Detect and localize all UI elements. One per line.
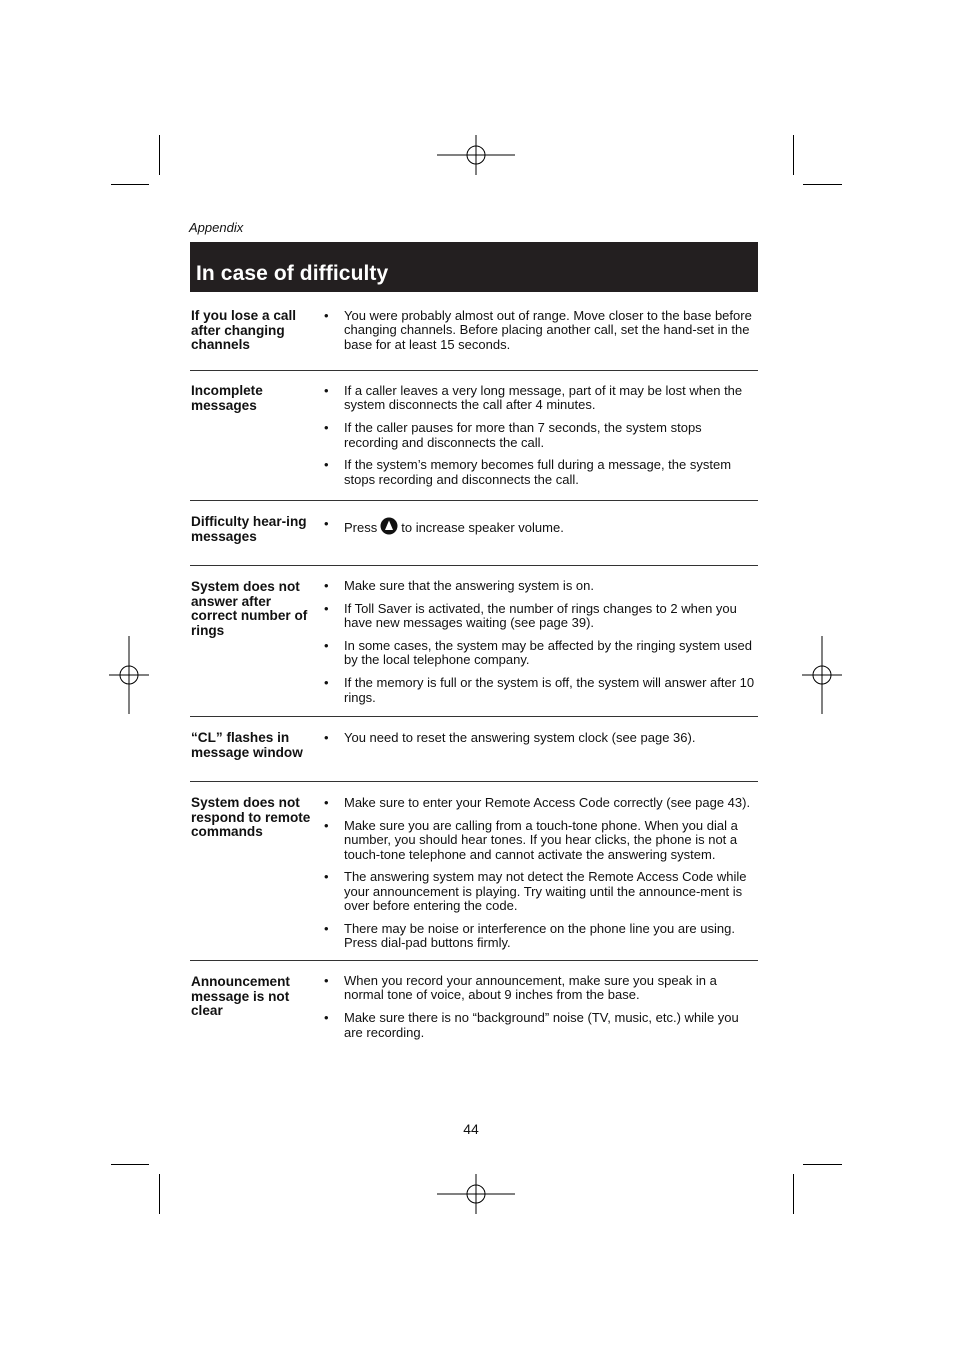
table-row <box>190 717 758 782</box>
crop-mark <box>803 184 842 185</box>
table-row <box>190 961 758 1061</box>
registration-mark-icon <box>437 135 517 177</box>
table-row <box>190 782 758 961</box>
list-item: • Make sure to enter your Remote Access Code correctly (see page 43). <box>324 796 758 810</box>
page-number: 44 <box>463 1121 479 1137</box>
registration-mark-icon <box>802 636 844 716</box>
title-bar <box>190 242 758 292</box>
problem-label: If you lose a call after changing channels <box>191 308 297 353</box>
list-item: • When you record your announcement, make sure you speak in a normal tone of voice, about 9 inches from the base. <box>324 974 758 1003</box>
list-item: • Make sure you are calling from a touch-tone phone. When you dial a number, you should hear tones. If you hear clicks, the phone is not a touch-tone telephone and cannot activate the answering system. <box>324 819 758 862</box>
list-item: • There may be noise or interference on the phone line you are using. Press dial-pad buttons firmly. <box>324 922 758 951</box>
list-item: • If the caller pauses for more than 7 seconds, the system stops recording and disconnects the call. <box>324 421 758 450</box>
list-item: • Make sure there is no “background” noise (TV, music, etc.) while you are recording. <box>324 1011 758 1040</box>
problem-label: Incomplete messages <box>191 383 263 413</box>
crop-mark <box>803 1164 842 1165</box>
list-item <box>324 517 758 535</box>
problem-label: System does not respond to remote commands <box>191 795 311 840</box>
press-text: Press <box>344 520 378 535</box>
list-item: • If the system’s memory becomes full during a message, the system stops recording and disconnects the call. <box>324 458 758 487</box>
problem-label: Announcement message is not clear <box>191 974 290 1019</box>
table-row <box>190 566 758 717</box>
list-item: • In some cases, the system may be affected by the ringing system used by the local telephone company. <box>324 639 758 668</box>
list-item: • If a caller leaves a very long message, part of it may be lost when the system disconnects the call after 4 minutes. <box>324 384 758 413</box>
solution-list <box>324 974 758 1048</box>
crop-mark <box>111 184 149 185</box>
list-item: • Make sure that the answering system is on. <box>324 579 758 593</box>
table-row <box>190 292 758 371</box>
page-title: In case of difficulty <box>196 262 389 285</box>
solution-list <box>324 309 758 361</box>
crop-mark <box>159 1174 160 1214</box>
instruction-text: to increase speaker volume. <box>401 520 564 535</box>
solution-list <box>324 517 758 544</box>
solution-list <box>324 796 758 959</box>
crop-mark <box>111 1164 149 1165</box>
registration-mark-icon <box>437 1174 517 1216</box>
list-item: • If the memory is full or the system is off, the system will answer after 10 rings. <box>324 676 758 705</box>
list-item: • The answering system may not detect the Remote Access Code while your announcement is playing. Try waiting until the announce-ment is over before entering the code. <box>324 870 758 913</box>
problem-label: Difficulty hear-ing messages <box>191 514 307 544</box>
crop-mark <box>793 135 794 175</box>
solution-list <box>324 579 758 713</box>
volume-up-icon <box>380 517 398 535</box>
solution-list <box>324 731 758 754</box>
table-row <box>190 371 758 501</box>
problem-label: “CL” flashes in message window <box>191 730 303 760</box>
solution-list <box>324 384 758 496</box>
table-row <box>190 501 758 566</box>
list-item: • You need to reset the answering system clock (see page 36). <box>324 731 758 745</box>
crop-mark <box>159 135 160 175</box>
list-item: • You were probably almost out of range. Move closer to the base before changing channels. Before placing another call, set the hand-set in the base for at least 15 seconds. <box>324 309 758 352</box>
registration-mark-icon <box>109 636 151 716</box>
problem-label: System does not answer after correct number of rings <box>191 579 308 638</box>
crop-mark <box>793 1174 794 1214</box>
section-label: Appendix <box>189 220 244 235</box>
troubleshooting-table <box>190 292 758 1061</box>
list-item: • If Toll Saver is activated, the number of rings changes to 2 when you have new messages waiting (see page 39). <box>324 602 758 631</box>
